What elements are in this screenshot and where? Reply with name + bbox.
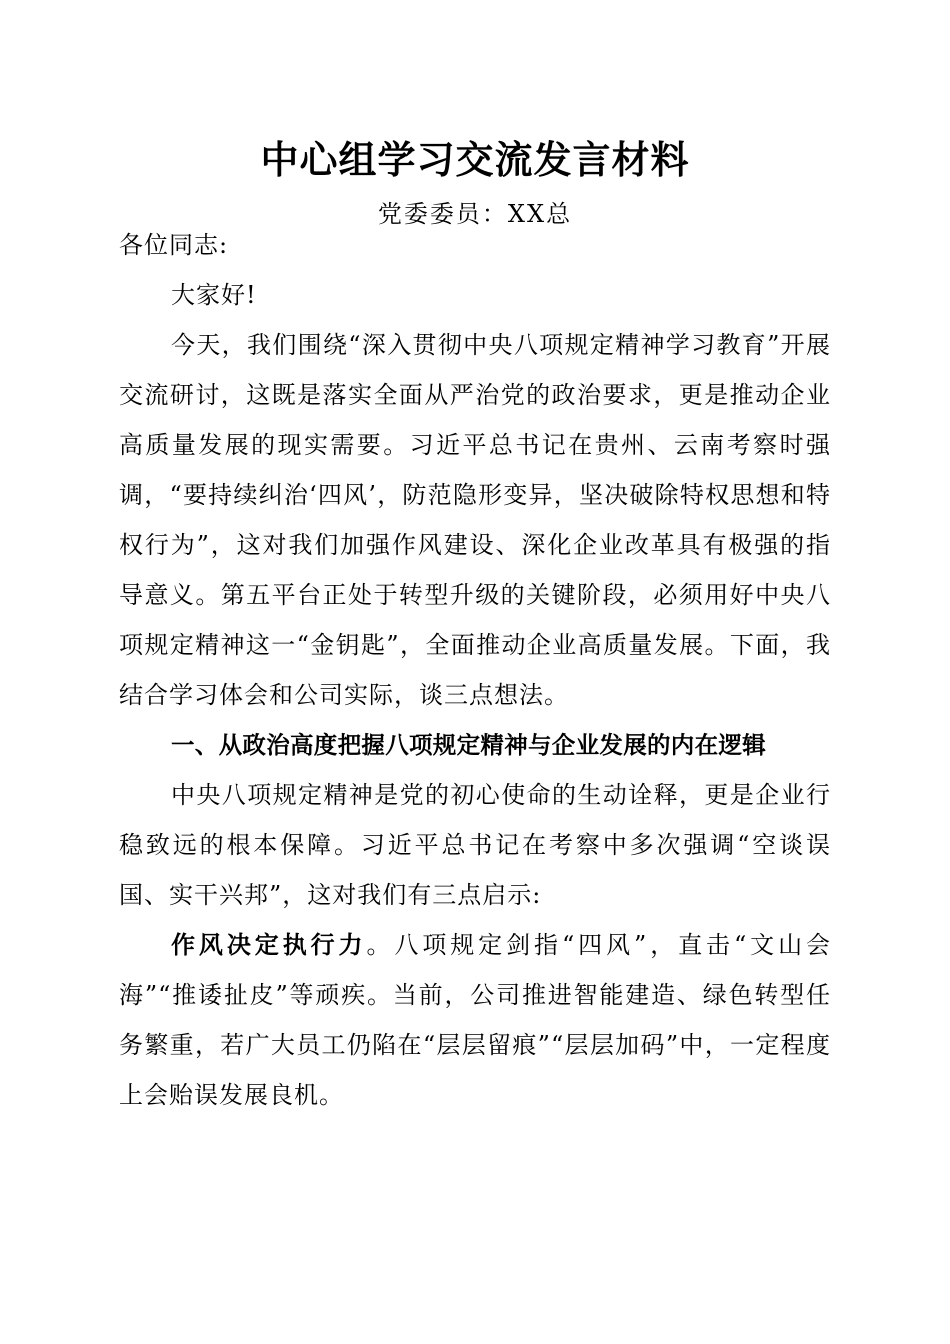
point-1-text: 。八项规定剑指“四风”，直击“文山会海”“推诿扯皮”等顽疾。当前，公司推进智能建造、绿色转型任务繁重，若广大员工仍陷在“层层留痕”“层层加码”中，一定程度上会贻误发展良机。	[119, 931, 832, 1109]
salutation: 各位同志:	[119, 231, 229, 259]
section-1-paragraph: 中央八项规定精神是党的初心使命的生动诠释，更是企业行稳致远的根本保障。习近平总书记在考察中多次强调“空谈误国、实干兴邦”，这对我们有三点启示:	[119, 781, 831, 909]
greeting: 大家好!	[171, 281, 257, 309]
intro-paragraph: 今天，我们围绕“深入贯彻中央八项规定精神学习教育”开展交流研讨，这既是落实全面从严治党的政治要求，更是推动企业高质量发展的现实需要。习近平总书记在贵州、云南考察时强调，“要持续纠治‘四风’，防范隐形变异，坚决破除特权思想和特权行为”，这对我们加强作风建设、深化企业改革具有极强的指导意义。第五平台正处于转型升级的关键阶段，必须用好中央八项规定精神这一“金钥匙”，全面推动企业高质量发展。下面，我结合学习体会和公司实际，谈三点想法。	[119, 331, 831, 709]
author-line: 党委委员：XX总	[377, 200, 573, 228]
document-body	[119, 220, 831, 1120]
point-1-lead: 作风决定执行力	[171, 930, 367, 959]
section-1-heading: 一、从政治高度把握八项规定精神与企业发展的内在逻辑	[171, 731, 766, 759]
point-1-paragraph	[119, 920, 831, 1120]
document-title: 中心组学习交流发言材料	[260, 137, 690, 182]
